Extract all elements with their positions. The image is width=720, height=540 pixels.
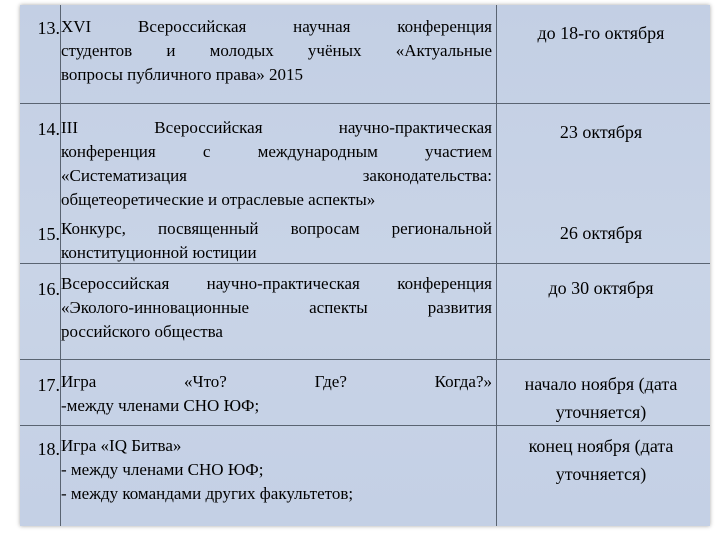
event-line: Конкурс, посвященный вопросам региональной bbox=[61, 219, 492, 238]
event-line: российского общества bbox=[61, 322, 223, 341]
event-date: до 30 октября bbox=[548, 278, 654, 298]
row-number: 16. bbox=[37, 279, 60, 299]
event-description bbox=[61, 370, 492, 418]
event-line: «Эколого-инновационные аспекты развития bbox=[61, 298, 492, 317]
event-date: конец ноября (дата уточняется) bbox=[528, 436, 674, 484]
row-divider bbox=[20, 103, 710, 104]
row-number: 14. bbox=[37, 119, 60, 139]
events-table bbox=[20, 5, 710, 526]
event-line: вопросы публичного права» 2015 bbox=[61, 65, 304, 84]
event-line: конференция с международным участием bbox=[61, 142, 492, 161]
event-line: -между членами СНО ЮФ; bbox=[61, 396, 260, 415]
event-line: XVI Всероссийская научная конференция bbox=[61, 17, 492, 36]
event-line: Игра «IQ Битва» bbox=[61, 436, 182, 455]
row-number: 18. bbox=[37, 439, 60, 459]
event-description bbox=[61, 116, 492, 212]
event-description bbox=[61, 272, 492, 344]
event-line: конституционной юстиции bbox=[61, 243, 257, 262]
event-line: - между членами СНО ЮФ; bbox=[61, 460, 264, 479]
event-line: - между командами других факультетов; bbox=[61, 484, 354, 503]
row-divider bbox=[20, 359, 710, 360]
event-line: студентов и молодых учёных «Актуальные bbox=[61, 41, 492, 60]
event-date: 26 октября bbox=[559, 223, 643, 243]
row-number: 13. bbox=[37, 18, 60, 38]
event-description bbox=[61, 434, 492, 506]
row-number: 15. bbox=[37, 224, 60, 244]
row-number: 17. bbox=[37, 375, 60, 395]
event-line: III Всероссийская научно-практическая bbox=[61, 118, 492, 137]
column-divider bbox=[496, 5, 497, 526]
event-description bbox=[61, 15, 492, 87]
event-line: Всероссийская научно-практическая конференция bbox=[61, 274, 492, 293]
event-date: до 18-го октября bbox=[537, 23, 665, 43]
row-divider bbox=[20, 425, 710, 426]
event-date: 23 октября bbox=[559, 122, 643, 142]
event-line: общетеоретические и отраслевые аспекты» bbox=[61, 190, 376, 209]
event-date: начало ноября (дата уточняется) bbox=[524, 374, 678, 422]
row-divider bbox=[20, 263, 710, 264]
event-line: «Систематизация законодательства: bbox=[61, 166, 492, 185]
event-line: Игра «Что? Где? Когда?» bbox=[61, 372, 492, 391]
event-description bbox=[61, 217, 492, 265]
